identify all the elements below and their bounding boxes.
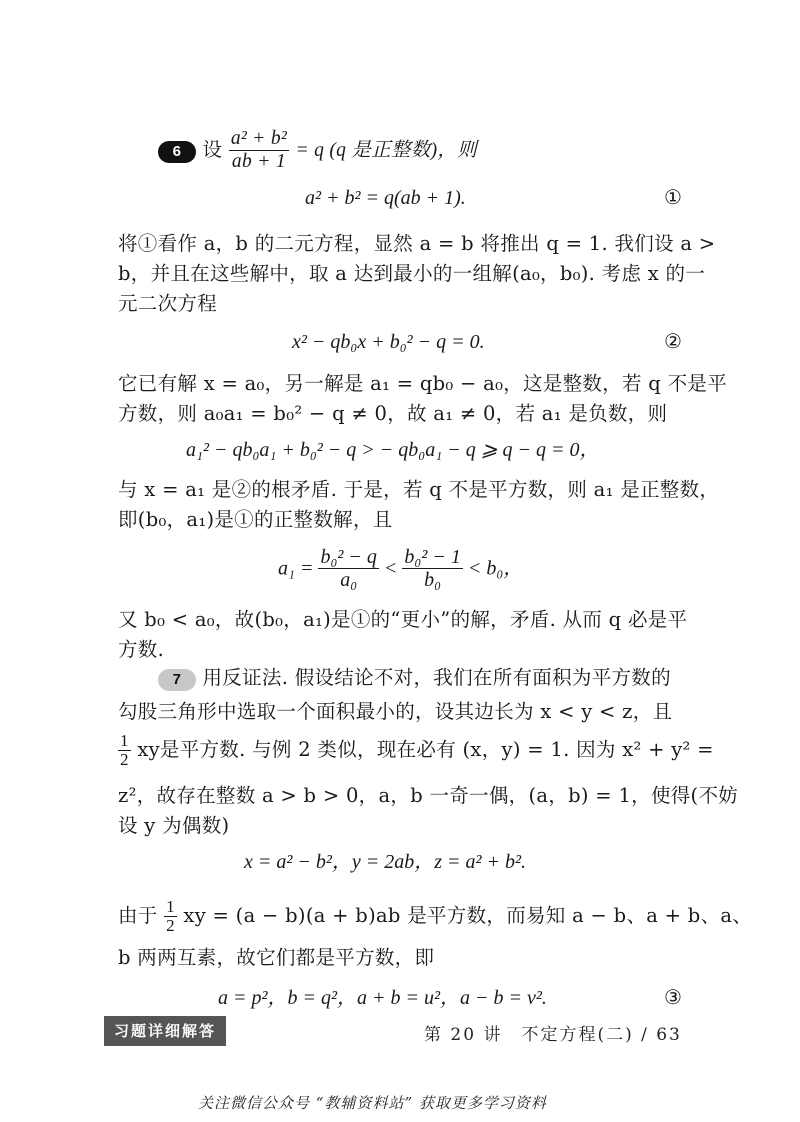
p6-line-6: 与 x = a₁ 是②的根矛盾. 于是，若 q 不是平方数，则 a₁ 是正整数，	[118, 478, 720, 501]
equation-2-marker: ②	[664, 329, 682, 353]
p7-line-6	[118, 898, 752, 935]
problem-6-fraction-numerator: a² + b²	[230, 128, 288, 149]
equation-4-fraction-2	[402, 546, 462, 591]
equation-3: a₁² − qb₀a₁ + b₀² − q > − qb₀a₁ − q ⩾ q − q = 0，	[186, 439, 600, 461]
equation-4-fraction-1	[318, 546, 378, 591]
equation-6: a = p²，b = q²，a + b = u²，a − b = v².	[218, 987, 547, 1009]
equation-4-f2-den: b₀	[424, 569, 442, 591]
equation-5: x = a² − b²，y = 2ab，z = a² + b².	[244, 851, 527, 873]
equation-1: a² + b² = q(ab + 1).	[305, 187, 466, 209]
p6-line-9: 方数.	[118, 638, 165, 661]
equation-2: x² − qb₀x + b₀² − q = 0.	[292, 331, 485, 353]
p7-line-7: b 两两互素，故它们都是平方数，即	[118, 946, 435, 969]
p6-line-5: 方数，则 a₀a₁ = b₀² − q ≠ 0，故 a₁ ≠ 0，若 a₁ 是负数，则	[118, 402, 668, 425]
half-numerator: 1	[120, 731, 129, 750]
p6-line-2: b，并且在这些解中，取 a 达到最小的一组解(a₀，b₀). 考虑 x 的一	[118, 262, 706, 285]
problem-6-fraction	[229, 128, 289, 173]
equation-4-lt: <	[383, 557, 398, 580]
equation-1-marker: ①	[664, 185, 682, 209]
half-numerator-2: 1	[166, 897, 175, 916]
equation-4-f1-num: b₀² − q	[320, 546, 377, 568]
p6-line-3: 元二次方程	[118, 292, 218, 315]
half-denominator-2: 2	[166, 916, 175, 935]
p7-line-6-pre: 由于	[118, 904, 158, 927]
equation-6-marker: ③	[664, 985, 682, 1009]
half-fraction-2	[164, 898, 177, 935]
half-fraction	[118, 732, 131, 769]
p6-line-1: 将①看作 a，b 的二元方程，显然 a = b 将推出 q = 1. 我们设 a >	[118, 232, 716, 255]
problem-6-badge: 6	[158, 141, 196, 163]
equation-4-tail: < b₀，	[467, 557, 524, 580]
equation-4-f1-den: a₀	[340, 569, 358, 591]
equation-4-f2-num: b₀² − 1	[404, 546, 461, 568]
equation-4-lhs: a₁ =	[278, 557, 314, 580]
p7-line-5: 设 y 为偶数)	[118, 814, 230, 837]
problem-6-fraction-denominator: ab + 1	[231, 151, 286, 172]
problem-6-intro-pre: 设	[202, 138, 223, 161]
p7-line-3	[118, 732, 714, 769]
problem-6-intro-post: = q (q 是正整数)，则	[295, 140, 477, 161]
equation-4	[278, 546, 523, 591]
footer-page-info: 第 20 讲 不定方程(二) / 63	[424, 1025, 682, 1045]
p7-line-6-post: xy = (a − b)(a + b)ab 是平方数，而易知 a − b、a + b、a、	[183, 904, 753, 927]
half-denominator: 2	[120, 750, 129, 769]
p7-line-4: z²，故存在整数 a > b > 0，a，b 一奇一偶，(a，b) = 1，使得(不妨	[118, 784, 739, 807]
problem-7-badge: 7	[158, 669, 196, 691]
p7-line-1: 用反证法. 假设结论不对，我们在所有面积为平方数的	[202, 666, 671, 689]
problem-7-intro	[158, 666, 671, 691]
problem-6-intro	[158, 128, 477, 173]
bottom-watermark-note: 关注微信公众号 “教辅资料站” 获取更多学习资料	[198, 1094, 547, 1112]
p7-line-2: 勾股三角形中选取一个面积最小的，设其边长为 x < y < z，且	[118, 700, 673, 723]
p6-line-7: 即(b₀，a₁)是①的正整数解，且	[118, 508, 393, 531]
footer-section-label: 习题详细解答	[104, 1016, 226, 1046]
p6-line-8: 又 b₀ < a₀，故(b₀，a₁)是①的“更小”的解，矛盾. 从而 q 必是平	[118, 608, 688, 631]
p7-line-3-post: xy是平方数. 与例 2 类似，现在必有 (x，y) = 1. 因为 x² + y² =	[137, 738, 714, 761]
p6-line-4: 它已有解 x = a₀，另一解是 a₁ = qb₀ − a₀，这是整数，若 q 不是平	[118, 372, 727, 395]
